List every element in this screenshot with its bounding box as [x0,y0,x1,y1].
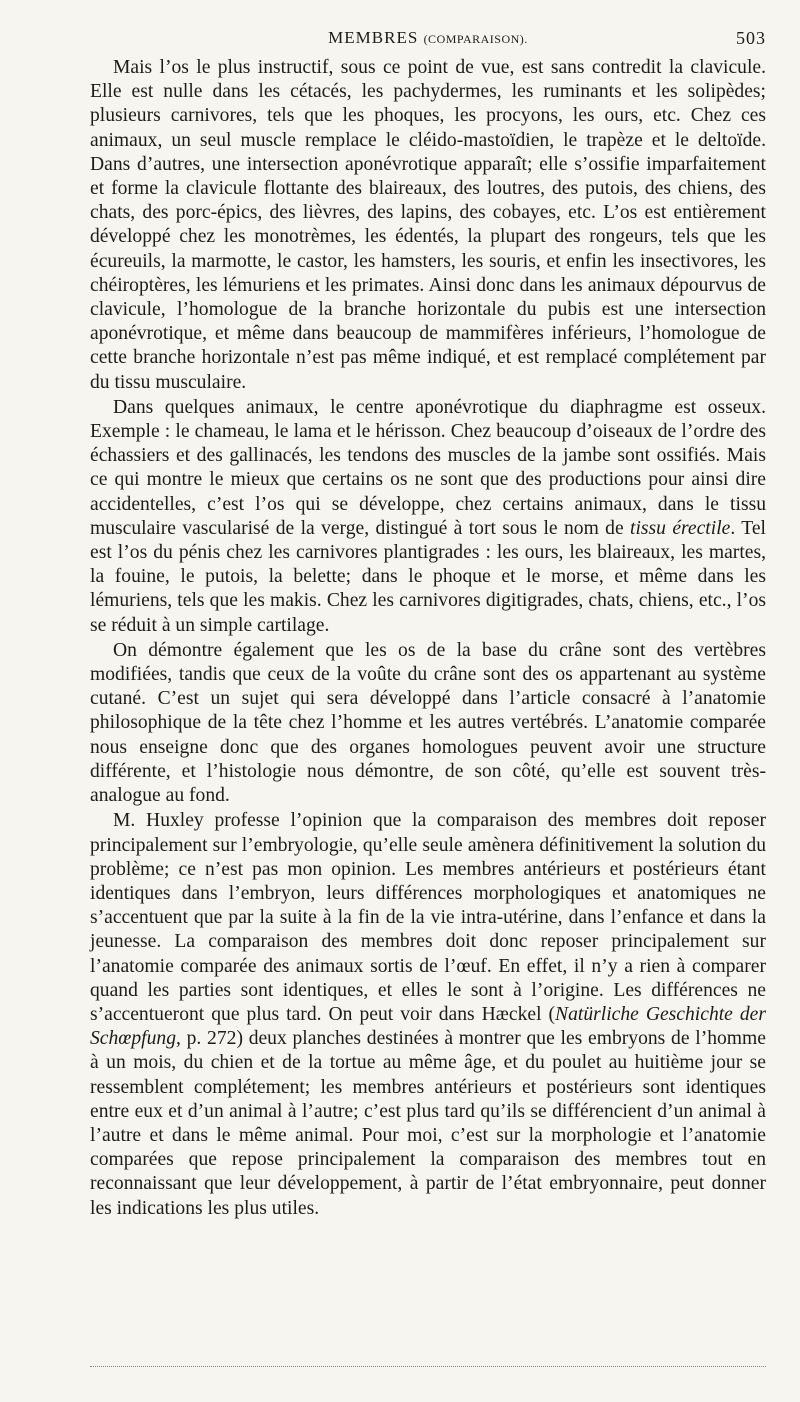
paragraph-text: . Tel est l’os du pénis chez les carnivores plantigrades : les ours, les blaireaux, les martes, la fouine, le putois, la belette; dans le phoque et le morse, et même dans les lémuriens, tels que les makis. Chez les carnivores digitigrades, chats, chiens, etc., l’os se réduit à un simple cartilage. [90,517,766,636]
header-subtitle: (COMPARAISON). [423,32,528,46]
italic-book-title: Natürliche Geschichte der Schœpfung [90,1003,766,1050]
paragraph-2 [90,396,766,638]
paragraph-3 [90,639,766,808]
running-header [90,28,766,56]
paragraph-4 [90,809,766,1220]
footer-dotted-rule [90,1366,766,1367]
paragraph-text: M. Huxley professe l’opinion que la comparaison des membres doit reposer principalement sur l’embryologie, qu’elle seule amènera définitivement la solution du problème; ce n’est pas mon opinion. Les membres antérieurs et postérieurs étant identiques dans l’embryon, leurs différences morphologiques et anatomiques ne s’accentuent que par la suite à la fin de la vie intra-utérine, dans l’enfance et dans la jeunesse. La comparaison des membres doit donc reposer principalement sur l’anatomie comparée des animaux sortis de l’œuf. En effet, il n’y a rien à comparer quand les parties sont identiques, et elles le sont à l’origine. Les différences ne s’accentueront que plus tard. On peut voir dans Hæckel ( [90,810,766,1025]
running-title [328,28,528,48]
italic-term: tissu érectile [630,517,731,539]
page-number: 503 [736,28,766,48]
paragraph-text: Mais l’os le plus instructif, sous ce point de vue, est sans contredit la clavicule. Elle est nulle dans les cétacés, les pachydermes, les ruminants et les solipèdes; plusieurs carnivores, tels que les phoques, les procyons, les ours, etc. Chez ces animaux, un seul muscle remplace le cléido-mastoïdien, le trapèze et le deltoïde. Dans d’autres, une intersection aponévrotique apparaît; elle s’ossifie imparfaitement et forme la clavicule flottante des blaireaux, des loutres, des putois, des chiens, des chats, des porc-épics, des lièvres, des lapins, des cobayes, etc. L’os est entièrement développé chez les monotrèmes, les édentés, la plupart des rongeurs, tels que les écureuils, la marmotte, le castor, les hamsters, les souris, et enfin les insectivores, les chéiroptères, les lémuriens et les primates. Ainsi donc dans les animaux dépourvus de clavicule, l’homologue de la branche horizontale du pubis est une intersection aponévrotique, et même dans beaucoup de mammifères inférieurs, l’homologue de cette branche horizontale n’est pas même indiqué, et est remplacé complétement par du tissu musculaire. [90,57,766,393]
body-text [90,56,766,1221]
paragraph-text: Dans quelques animaux, le centre aponévrotique du diaphragme est osseux. Exemple : le chameau, le lama et le hérisson. Chez beaucoup d’oiseaux de l’ordre des échassiers et des gallinacés, les tendons des muscles de la jambe sont ossifiés. Mais ce qui montre le mieux que certains os ne sont que des productions pour ainsi dire accidentelles, c’est l’os qui se développe, chez certains animaux, dans le tissu musculaire vascularisé de la verge, distingué à tort sous le nom de [90,396,766,539]
paragraph-text: On démontre également que les os de la base du crâne sont des vertèbres modifiées, tandis que ceux de la voûte du crâne sont des os appartenant au système cutané. C’est un sujet qui sera développé dans l’article consacré à l’anatomie philosophique de la tête chez l’homme et les autres vertébrés. L’anatomie comparée nous enseigne donc que des organes homologues peuvent avoir une structure différente, et l’histologie nous démontre, de son côté, qu’elle est souvent très-analogue au fond. [90,639,766,807]
page [90,28,766,1221]
header-title: MEMBRES [328,28,419,47]
paragraph-1 [90,56,766,395]
paragraph-text: , p. 272) deux planches destinées à montrer que les embryons de l’homme à un mois, du chien et de la tortue au même âge, et du poulet au huitième jour se ressemblent complétement; les membres antérieurs et postérieurs sont identiques entre eux et d’un animal à l’autre; c’est plus tard qu’ils se différencient d’un animal à l’autre et dans le même animal. Pour moi, c’est sur la morphologie et l’anatomie comparées que repose principalement la comparaison des membres tout en reconnaissant que leur développement, à partir de l’état embryonnaire, peut donner les indications les plus utiles. [90,1028,766,1219]
